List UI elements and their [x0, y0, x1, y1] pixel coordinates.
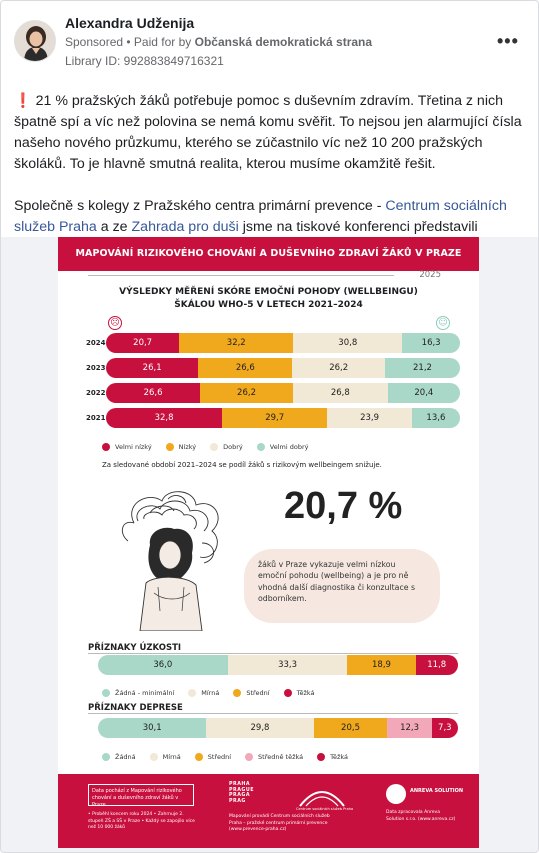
bubble-text: žáků v Praze vykazuje velmi nízkou emoční pohodu (wellbeing) a je pro ně vhodná další diagnostika či konzultace s odborníkem. [258, 560, 416, 604]
happy-face-icon: ☺ [436, 316, 450, 330]
anxiety-bar-segment-0: 36,0 [98, 655, 228, 675]
year-label: 2021 [86, 414, 106, 422]
year-label: 2023 [86, 364, 106, 372]
infographic-poster[interactable] [58, 237, 479, 848]
wellbeing-bar-2021-segment-2: 23,9 [327, 408, 412, 428]
depression-legend-item [150, 753, 181, 761]
sponsor-name[interactable]: Občanská demokratická strana [194, 35, 373, 49]
wellbeing-bar-2021-segment-3: 13,6 [412, 408, 460, 428]
wellbeing-bar-2021-segment-1: 29,7 [222, 408, 327, 428]
depression-legend-item [195, 753, 231, 761]
footer-bullets: • Proběhl koncem roku 2024 • Zahrnuje 2. stupeň ZŠ a SŠ v Praze • Každý se zapojilo více než 10 000 žáků [88, 812, 195, 830]
big-percentage: 20,7 % [284, 485, 403, 527]
depression-legend-item [317, 753, 348, 761]
anxiety-bar-segment-1: 33,3 [228, 655, 348, 675]
wellbeing-bar-2024-segment-0: 20,7 [106, 333, 179, 353]
anxiety-legend-item [284, 689, 315, 697]
poster-header: MAPOVÁNÍ RIZIKOVÉHO CHOVÁNÍ A DUŠEVNÍHO ZDRAVÍ ŽÁKŮ V PRAZE [58, 237, 479, 271]
anxiety-bar-segment-3: 11,8 [416, 655, 458, 675]
ad-media[interactable] [1, 237, 539, 853]
post-paragraph-1 [14, 91, 529, 175]
depression-bar-segment-1: 29,8 [206, 718, 313, 738]
wellbeing-legend-swatch [166, 443, 174, 451]
wellbeing-bar-2023-segment-1: 26,6 [198, 358, 292, 378]
year-label: 2024 [86, 339, 106, 347]
footer-center-text: Mapování provádí Centrum sociálních služeb Praha – pražské centrum primární prevence (www.prevence-praha.cz) [229, 814, 330, 832]
wellbeing-note: Za sledované období 2021–2024 se podíl žáků s rizikovým wellbeingem snižuje. [102, 461, 382, 469]
anxiety-legend-label: Žádná - minimální [115, 689, 175, 697]
link-zahrada-pro-dusi[interactable]: Zahrada pro duši [131, 219, 239, 235]
avatar-portrait [15, 21, 56, 62]
sponsored-label: Sponsored [65, 35, 124, 49]
library-id: Library ID: 992883849716321 [65, 54, 224, 68]
wellbeing-bar-2022 [106, 383, 460, 403]
paid-for-label: • Paid for by [123, 35, 195, 49]
anxiety-legend-swatch [188, 689, 196, 697]
exclamation-icon: ❗ [14, 93, 32, 109]
depression-legend-label: Těžká [330, 753, 349, 761]
depression-bar-segment-0: 30,1 [98, 718, 206, 738]
wellbeing-chart-title [58, 286, 479, 312]
wellbeing-legend-label: Dobrý [223, 443, 243, 451]
sponsored-line [65, 35, 372, 49]
wellbeing-legend-label: Velmi nízký [115, 443, 152, 451]
depression-legend [102, 753, 362, 761]
depression-legend-swatch [317, 753, 325, 761]
depression-legend-label: Žádná [115, 753, 136, 761]
anxiety-legend-label: Mírná [201, 689, 220, 697]
wellbeing-legend-item [257, 443, 309, 451]
anxiety-legend-swatch [102, 689, 110, 697]
wellbeing-title-line2: ŠKÁLOU WHO-5 V LETECH 2021–2024 [174, 300, 363, 310]
wellbeing-legend-label: Velmi dobrý [269, 443, 309, 451]
depression-legend-item [102, 753, 136, 761]
anreva-logo-icon [386, 784, 406, 804]
anxiety-title: PŘÍZNAKY ÚZKOSTI [88, 643, 182, 653]
depression-legend-label: Střední [207, 753, 232, 761]
wellbeing-bar-2024 [106, 333, 460, 353]
author-name[interactable]: Alexandra Udženija [65, 15, 195, 31]
wellbeing-bar-2023-segment-0: 26,1 [106, 358, 198, 378]
wellbeing-bar-2024-segment-2: 30,8 [293, 333, 402, 353]
wellbeing-bar-2022-segment-0: 26,6 [106, 383, 200, 403]
depression-legend-label: Mírná [162, 753, 181, 761]
anxiety-legend-item [102, 689, 174, 697]
year-label: 2022 [86, 389, 106, 397]
wellbeing-row-2024 [86, 333, 466, 353]
anreva-logo-text: ANREVA SOLUTION [410, 788, 464, 794]
wellbeing-row-2023 [86, 358, 466, 378]
anxiety-divider [88, 653, 458, 654]
wellbeing-bar-2024-segment-1: 32,2 [179, 333, 293, 353]
wellbeing-bar-2022-segment-1: 26,2 [200, 383, 293, 403]
wellbeing-legend-label: Nízký [178, 443, 197, 451]
author-avatar[interactable] [14, 20, 56, 62]
wellbeing-bar-2023 [106, 358, 460, 378]
year-divider [88, 275, 394, 276]
wellbeing-legend-swatch [102, 443, 110, 451]
poster-year: 2025 [419, 270, 441, 280]
more-dots-icon[interactable]: ••• [497, 31, 519, 51]
wellbeing-legend [102, 443, 322, 451]
wellbeing-legend-swatch [257, 443, 265, 451]
link-centrum-socialnich-sluzeb[interactable]: Centrum sociálních služeb Praha [14, 198, 507, 235]
wellbeing-legend-item [210, 443, 243, 451]
depression-legend-swatch [245, 753, 253, 761]
depression-legend-item [245, 753, 303, 761]
wellbeing-bar-2022-segment-3: 20,4 [388, 383, 460, 403]
anxiety-bar-segment-2: 18,9 [347, 655, 415, 675]
depression-title: PŘÍZNAKY DEPRESE [88, 703, 183, 713]
anxiety-legend [102, 689, 329, 697]
wellbeing-bar-2021-segment-0: 32,8 [106, 408, 222, 428]
anxiety-legend-swatch [233, 689, 241, 697]
post-paragraph-2-c: jsme na tiskové konferenci představili [242, 219, 478, 235]
anxiety-legend-item [188, 689, 219, 697]
depression-legend-swatch [102, 753, 110, 761]
wellbeing-legend-swatch [210, 443, 218, 451]
poster-footer [58, 774, 479, 848]
praha-logo: PRAHA PRAGUE PRAGA PRAG [229, 782, 255, 804]
depression-divider [88, 713, 458, 714]
anxiety-legend-swatch [284, 689, 292, 697]
wellbeing-row-2022 [86, 383, 466, 403]
wellbeing-title-line1: VÝSLEDKY MĚŘENÍ SKÓRE EMOČNÍ POHODY (WELLBEINGU) [119, 287, 418, 297]
depression-legend-swatch [195, 753, 203, 761]
depression-legend-label: Středně těžká [258, 753, 304, 761]
post-paragraph-2-b: a ze [96, 219, 132, 235]
post-paragraph-2-a: Společně s kolegy z Pražského centra primární prevence - [14, 198, 386, 214]
wellbeing-bar-2023-segment-3: 21,2 [385, 358, 460, 378]
anxiety-bar [98, 655, 458, 675]
wellbeing-legend-item [166, 443, 196, 451]
wellbeing-bar-2022-segment-2: 26,8 [293, 383, 388, 403]
wellbeing-legend-item [102, 443, 152, 451]
depression-bar-segment-3: 12,3 [387, 718, 431, 738]
anxious-girl-illustration [104, 483, 234, 631]
post-paragraph-1-text: 21 % pražských žáků potřebuje pomoc s duševním zdravím. Třetina z nich špatně spí a víc než polovina se nemá komu svěřit. To nejsou jen alarmující čísla našeho nového průzkumu, kterého se zúčastnilo víc než 10 200 pražských školáků. To je hlavně smutná realita, kterou musíme okamžitě řešit. [14, 93, 522, 172]
anxiety-legend-label: Střední [246, 689, 270, 697]
footer-source-box: Data pochází z Mapování rizikového chování a duševního zdraví žáků v Praze [88, 784, 194, 806]
wellbeing-bar-2023-segment-2: 26,2 [292, 358, 385, 378]
sad-face-icon: ☹ [108, 316, 122, 330]
wellbeing-bar-2021 [106, 408, 460, 428]
depression-bar-segment-2: 20,5 [314, 718, 388, 738]
wellbeing-bar-2024-segment-3: 16,3 [402, 333, 460, 353]
arch-caption: Centrum sociálních služeb Praha [296, 807, 354, 811]
anxiety-legend-label: Těžká [296, 689, 315, 697]
wellbeing-row-2021 [86, 408, 466, 428]
depression-bar [98, 718, 458, 738]
depression-legend-swatch [150, 753, 158, 761]
depression-bar-segment-4: 7,3 [432, 718, 458, 738]
anreva-footer-text: Data zpracovala Anreva Solution s.r.o. (www.anreva.cz) [386, 810, 456, 822]
anxiety-legend-item [233, 689, 269, 697]
